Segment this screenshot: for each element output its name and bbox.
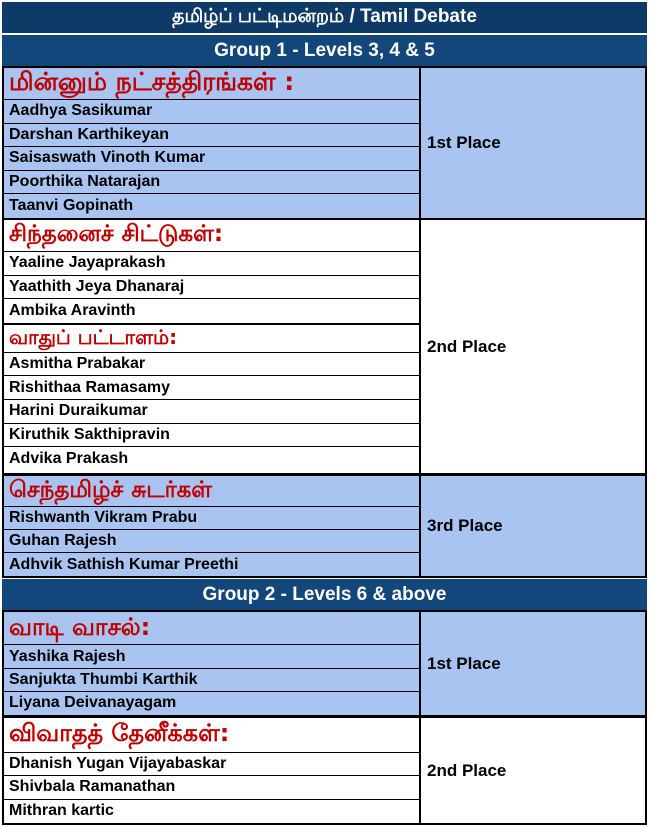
member-row: Yaaline Jayaprakash (4, 252, 419, 276)
member-row: Yaathith Jeya Dhanaraj (4, 276, 419, 300)
g1-third-place-block (2, 474, 647, 578)
member-row: Aadhya Sasikumar (4, 100, 419, 124)
team-column (4, 718, 421, 823)
g1-first-place-block (2, 66, 647, 220)
member-row: Harini Duraikumar (4, 400, 419, 424)
group-2-heading: Group 2 - Levels 6 & above (2, 579, 647, 610)
team-column (4, 476, 421, 576)
team-name: மின்னும் நட்சத்திரங்கள் : (4, 68, 419, 100)
g1-second-place-block (2, 218, 647, 475)
place-label: 3rd Place (427, 516, 503, 535)
member-row: Kiruthik Sakthipravin (4, 424, 419, 448)
group-1-heading: Group 1 - Levels 3, 4 & 5 (2, 35, 647, 66)
member-row: Rishwanth Vikram Prabu (4, 507, 419, 530)
team-column (4, 612, 421, 715)
member-row: Shivbala Ramanathan (4, 776, 419, 799)
member-row: Liyana Deivanayagam (9, 694, 177, 712)
place-label: 2nd Place (427, 336, 507, 356)
team-name: செந்தமிழ்ச் சுடர்கள் (4, 476, 419, 507)
g2-first-place-block (2, 610, 647, 717)
page-title: தமிழ்ப் பட்டிமன்றம் / Tamil Debate (2, 2, 647, 33)
member-row: Advika Prakash (9, 449, 129, 467)
member-row: Ambika Aravinth (9, 301, 136, 319)
team-name: சிந்தனைச் சிட்டுகள்: (4, 220, 419, 252)
member-row: Taanvi Gopinath (9, 197, 134, 215)
team-name: வாடி வாசல்: (4, 612, 419, 645)
member-row: Yashika Rajesh (4, 645, 419, 668)
member-row: Rishithaa Ramasamy (4, 376, 419, 400)
place-label: 2nd Place (427, 760, 507, 780)
g2-second-place-block (2, 716, 647, 825)
place-label: 1st Place (427, 133, 501, 152)
member-row: Saisaswath Vinoth Kumar (4, 147, 419, 171)
team-name: வாதுப் பட்டாளம்: (4, 323, 419, 353)
team-column (4, 68, 421, 218)
place-label: 1st Place (427, 653, 501, 673)
member-row: Sanjukta Thumbi Karthik (4, 669, 419, 692)
team-name: விவாதத் தேனீக்கள்: (4, 718, 419, 753)
team-column (4, 220, 421, 473)
member-row: Dhanish Yugan Vijayabaskar (4, 753, 419, 776)
member-row: Mithran kartic (9, 802, 114, 820)
member-row: Asmitha Prabakar (4, 353, 419, 377)
member-row: Poorthika Natarajan (4, 171, 419, 195)
member-row: Adhvik Sathish Kumar Preethi (9, 555, 239, 573)
member-row: Guhan Rajesh (4, 530, 419, 553)
member-row: Darshan Karthikeyan (4, 124, 419, 148)
